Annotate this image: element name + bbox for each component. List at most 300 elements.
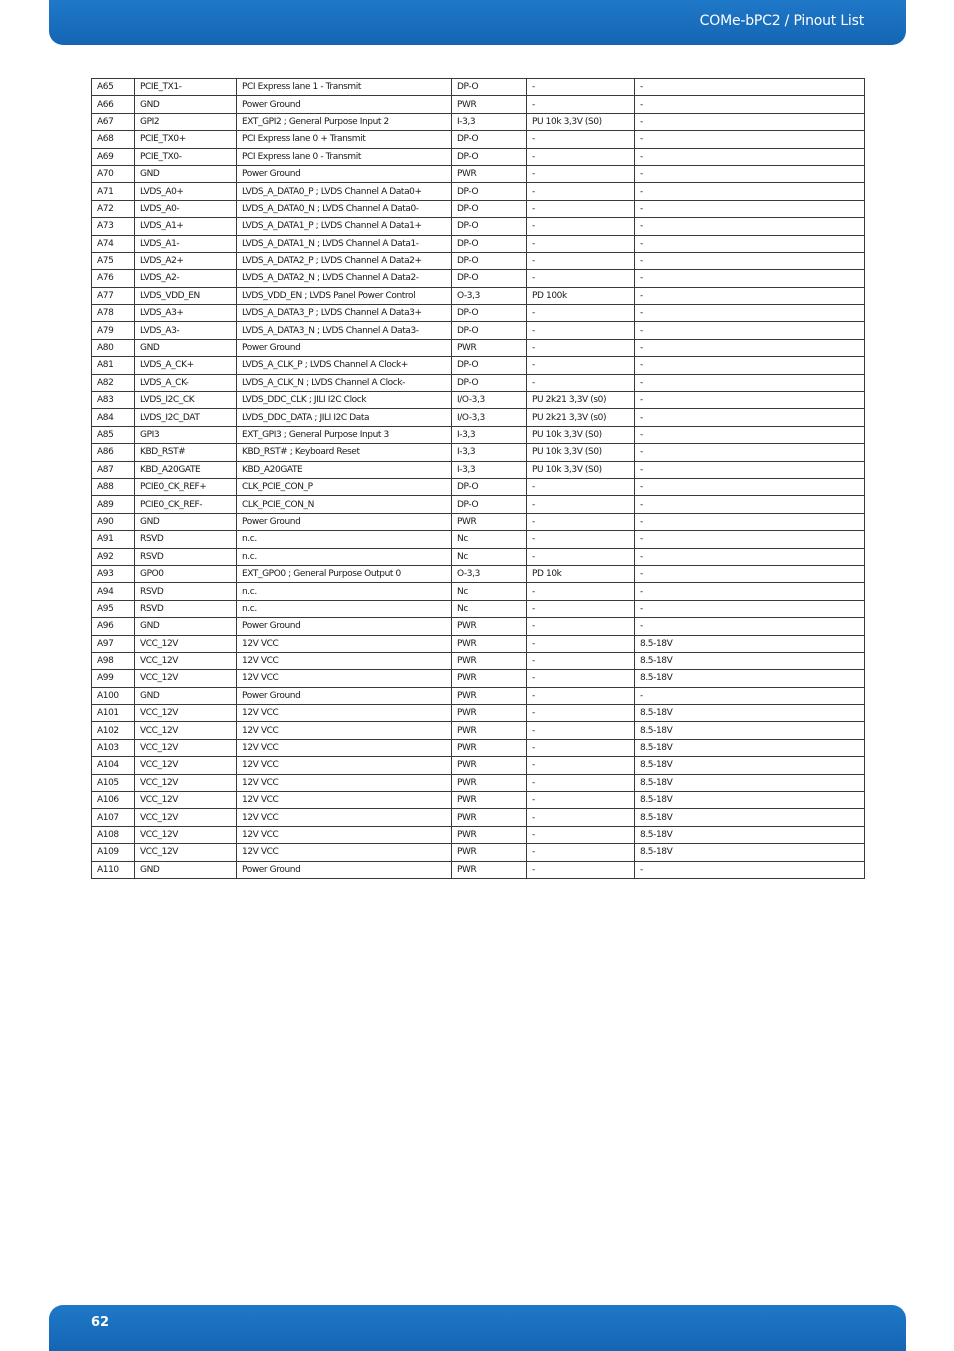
table-row (92, 426, 865, 443)
pin-cell: A88 (92, 478, 135, 495)
pinout-table-body (92, 79, 865, 879)
signal-cell: LVDS_I2C_DAT (135, 409, 237, 426)
table-row (92, 478, 865, 495)
description-cell: EXT_GPI3 ; General Purpose Input 3 (237, 426, 452, 443)
pin-cell: A108 (92, 826, 135, 843)
description-cell: EXT_GPO0 ; General Purpose Output 0 (237, 565, 452, 582)
comment-cell: - (635, 113, 865, 130)
type-cell: DP-O (452, 148, 527, 165)
description-cell: LVDS_DDC_DATA ; JILI I2C Data (237, 409, 452, 426)
table-row (92, 165, 865, 182)
termination-cell: PD 100k (527, 287, 635, 304)
description-cell: EXT_GPI2 ; General Purpose Input 2 (237, 113, 452, 130)
table-row (92, 270, 865, 287)
type-cell: PWR (452, 722, 527, 739)
description-cell: 12V VCC (237, 826, 452, 843)
signal-cell: PCIE0_CK_REF+ (135, 478, 237, 495)
pin-cell: A73 (92, 218, 135, 235)
table-row (92, 183, 865, 200)
termination-cell: - (527, 652, 635, 669)
description-cell: PCI Express lane 1 - Transmit (237, 79, 452, 96)
pin-cell: A79 (92, 322, 135, 339)
comment-cell: - (635, 548, 865, 565)
type-cell: I-3,3 (452, 444, 527, 461)
table-row (92, 722, 865, 739)
table-row (92, 861, 865, 878)
termination-cell: PU 2k21 3,3V (s0) (527, 392, 635, 409)
comment-cell: - (635, 218, 865, 235)
table-row (92, 200, 865, 217)
signal-cell: LVDS_A3+ (135, 305, 237, 322)
comment-cell: - (635, 148, 865, 165)
description-cell: LVDS_A_DATA1_N ; LVDS Channel A Data1- (237, 235, 452, 252)
type-cell: PWR (452, 757, 527, 774)
table-row (92, 409, 865, 426)
pin-cell: A84 (92, 409, 135, 426)
termination-cell: - (527, 305, 635, 322)
type-cell: Nc (452, 583, 527, 600)
termination-cell: - (527, 478, 635, 495)
description-cell: PCI Express lane 0 + Transmit (237, 131, 452, 148)
signal-cell: GPI2 (135, 113, 237, 130)
pin-cell: A96 (92, 618, 135, 635)
signal-cell: GPI3 (135, 426, 237, 443)
type-cell: DP-O (452, 270, 527, 287)
table-row (92, 739, 865, 756)
termination-cell: - (527, 496, 635, 513)
comment-cell: - (635, 131, 865, 148)
comment-cell: - (635, 322, 865, 339)
comment-cell: 8.5-18V (635, 670, 865, 687)
comment-cell: 8.5-18V (635, 635, 865, 652)
type-cell: DP-O (452, 218, 527, 235)
pin-cell: A99 (92, 670, 135, 687)
pin-cell: A106 (92, 792, 135, 809)
description-cell: LVDS_A_DATA3_P ; LVDS Channel A Data3+ (237, 305, 452, 322)
pin-cell: A90 (92, 513, 135, 530)
description-cell: LVDS_VDD_EN ; LVDS Panel Power Control (237, 287, 452, 304)
comment-cell: 8.5-18V (635, 809, 865, 826)
description-cell: Power Ground (237, 96, 452, 113)
pin-cell: A107 (92, 809, 135, 826)
pin-cell: A80 (92, 339, 135, 356)
comment-cell: 8.5-18V (635, 652, 865, 669)
type-cell: DP-O (452, 374, 527, 391)
comment-cell: - (635, 79, 865, 96)
footer-bar (49, 1305, 906, 1351)
description-cell: 12V VCC (237, 844, 452, 861)
signal-cell: RSVD (135, 583, 237, 600)
description-cell: KBD_RST# ; Keyboard Reset (237, 444, 452, 461)
termination-cell: PU 10k 3,3V (S0) (527, 444, 635, 461)
signal-cell: VCC_12V (135, 826, 237, 843)
description-cell: 12V VCC (237, 722, 452, 739)
description-cell: LVDS_A_CLK_P ; LVDS Channel A Clock+ (237, 357, 452, 374)
table-row (92, 148, 865, 165)
type-cell: Nc (452, 600, 527, 617)
pin-cell: A78 (92, 305, 135, 322)
description-cell: Power Ground (237, 165, 452, 182)
pin-cell: A74 (92, 235, 135, 252)
termination-cell: - (527, 513, 635, 530)
signal-cell: RSVD (135, 548, 237, 565)
pin-cell: A75 (92, 252, 135, 269)
signal-cell: VCC_12V (135, 670, 237, 687)
termination-cell: - (527, 757, 635, 774)
pin-cell: A100 (92, 687, 135, 704)
signal-cell: LVDS_A0- (135, 200, 237, 217)
comment-cell: - (635, 618, 865, 635)
pin-cell: A93 (92, 565, 135, 582)
table-row (92, 496, 865, 513)
table-row (92, 322, 865, 339)
signal-cell: GND (135, 513, 237, 530)
pin-cell: A97 (92, 635, 135, 652)
termination-cell: - (527, 339, 635, 356)
pin-cell: A109 (92, 844, 135, 861)
comment-cell: - (635, 444, 865, 461)
type-cell: Nc (452, 531, 527, 548)
signal-cell: PCIE_TX1- (135, 79, 237, 96)
type-cell: I/O-3,3 (452, 409, 527, 426)
description-cell: 12V VCC (237, 757, 452, 774)
description-cell: LVDS_DDC_CLK ; JILI I2C Clock (237, 392, 452, 409)
comment-cell: - (635, 235, 865, 252)
table-row (92, 809, 865, 826)
termination-cell: - (527, 252, 635, 269)
comment-cell: - (635, 861, 865, 878)
type-cell: PWR (452, 844, 527, 861)
type-cell: PWR (452, 339, 527, 356)
signal-cell: LVDS_I2C_CK (135, 392, 237, 409)
signal-cell: KBD_A20GATE (135, 461, 237, 478)
type-cell: DP-O (452, 322, 527, 339)
pin-cell: A67 (92, 113, 135, 130)
signal-cell: VCC_12V (135, 774, 237, 791)
table-row (92, 583, 865, 600)
type-cell: PWR (452, 705, 527, 722)
type-cell: DP-O (452, 183, 527, 200)
table-row (92, 531, 865, 548)
type-cell: PWR (452, 739, 527, 756)
table-row (92, 218, 865, 235)
table-row (92, 235, 865, 252)
termination-cell: - (527, 131, 635, 148)
comment-cell: 8.5-18V (635, 757, 865, 774)
comment-cell: - (635, 531, 865, 548)
pin-cell: A87 (92, 461, 135, 478)
signal-cell: VCC_12V (135, 844, 237, 861)
pin-cell: A72 (92, 200, 135, 217)
table-row (92, 652, 865, 669)
description-cell: 12V VCC (237, 809, 452, 826)
termination-cell: - (527, 809, 635, 826)
type-cell: PWR (452, 513, 527, 530)
termination-cell: - (527, 531, 635, 548)
termination-cell: - (527, 861, 635, 878)
type-cell: PWR (452, 618, 527, 635)
description-cell: n.c. (237, 583, 452, 600)
type-cell: I/O-3,3 (452, 392, 527, 409)
comment-cell: 8.5-18V (635, 792, 865, 809)
table-row (92, 705, 865, 722)
pin-cell: A92 (92, 548, 135, 565)
description-cell: LVDS_A_DATA1_P ; LVDS Channel A Data1+ (237, 218, 452, 235)
description-cell: 12V VCC (237, 774, 452, 791)
pin-cell: A102 (92, 722, 135, 739)
table-row (92, 757, 865, 774)
pin-cell: A103 (92, 739, 135, 756)
signal-cell: GND (135, 96, 237, 113)
description-cell: PCI Express lane 0 - Transmit (237, 148, 452, 165)
table-row (92, 548, 865, 565)
signal-cell: VCC_12V (135, 635, 237, 652)
description-cell: 12V VCC (237, 670, 452, 687)
description-cell: 12V VCC (237, 792, 452, 809)
signal-cell: PCIE_TX0- (135, 148, 237, 165)
description-cell: Power Ground (237, 513, 452, 530)
header-bar (49, 0, 906, 45)
comment-cell: - (635, 600, 865, 617)
comment-cell: - (635, 374, 865, 391)
termination-cell: - (527, 583, 635, 600)
pin-cell: A110 (92, 861, 135, 878)
pin-cell: A101 (92, 705, 135, 722)
signal-cell: LVDS_A1- (135, 235, 237, 252)
signal-cell: LVDS_A_CK+ (135, 357, 237, 374)
table-row (92, 635, 865, 652)
pin-cell: A85 (92, 426, 135, 443)
pin-cell: A91 (92, 531, 135, 548)
table-row (92, 792, 865, 809)
description-cell: LVDS_A_DATA0_N ; LVDS Channel A Data0- (237, 200, 452, 217)
description-cell: CLK_PCIE_CON_P (237, 478, 452, 495)
type-cell: DP-O (452, 235, 527, 252)
table-row (92, 687, 865, 704)
termination-cell: - (527, 148, 635, 165)
table-row (92, 79, 865, 96)
pin-cell: A66 (92, 96, 135, 113)
pin-cell: A94 (92, 583, 135, 600)
termination-cell: - (527, 618, 635, 635)
pin-cell: A76 (92, 270, 135, 287)
signal-cell: VCC_12V (135, 792, 237, 809)
signal-cell: KBD_RST# (135, 444, 237, 461)
termination-cell: PU 10k 3,3V (S0) (527, 461, 635, 478)
description-cell: Power Ground (237, 618, 452, 635)
comment-cell: - (635, 565, 865, 582)
description-cell: LVDS_A_CLK_N ; LVDS Channel A Clock- (237, 374, 452, 391)
comment-cell: - (635, 687, 865, 704)
type-cell: DP-O (452, 496, 527, 513)
type-cell: DP-O (452, 131, 527, 148)
type-cell: PWR (452, 635, 527, 652)
type-cell: PWR (452, 670, 527, 687)
comment-cell: - (635, 165, 865, 182)
description-cell: n.c. (237, 548, 452, 565)
termination-cell: PU 2k21 3,3V (s0) (527, 409, 635, 426)
table-row (92, 113, 865, 130)
description-cell: LVDS_A_DATA0_P ; LVDS Channel A Data0+ (237, 183, 452, 200)
comment-cell: - (635, 183, 865, 200)
description-cell: LVDS_A_DATA2_P ; LVDS Channel A Data2+ (237, 252, 452, 269)
comment-cell: 8.5-18V (635, 739, 865, 756)
pin-cell: A81 (92, 357, 135, 374)
pin-cell: A68 (92, 131, 135, 148)
table-row (92, 252, 865, 269)
pin-cell: A69 (92, 148, 135, 165)
signal-cell: VCC_12V (135, 757, 237, 774)
table-row (92, 618, 865, 635)
description-cell: CLK_PCIE_CON_N (237, 496, 452, 513)
comment-cell: - (635, 339, 865, 356)
type-cell: Nc (452, 548, 527, 565)
signal-cell: LVDS_VDD_EN (135, 287, 237, 304)
pin-cell: A82 (92, 374, 135, 391)
signal-cell: LVDS_A2- (135, 270, 237, 287)
termination-cell: - (527, 218, 635, 235)
type-cell: PWR (452, 809, 527, 826)
termination-cell: - (527, 357, 635, 374)
comment-cell: - (635, 200, 865, 217)
signal-cell: GND (135, 687, 237, 704)
termination-cell: - (527, 235, 635, 252)
type-cell: DP-O (452, 79, 527, 96)
termination-cell: - (527, 322, 635, 339)
pin-cell: A71 (92, 183, 135, 200)
comment-cell: - (635, 357, 865, 374)
signal-cell: PCIE0_CK_REF- (135, 496, 237, 513)
signal-cell: VCC_12V (135, 722, 237, 739)
description-cell: Power Ground (237, 861, 452, 878)
description-cell: 12V VCC (237, 705, 452, 722)
pin-cell: A70 (92, 165, 135, 182)
signal-cell: GND (135, 618, 237, 635)
termination-cell: - (527, 183, 635, 200)
comment-cell: 8.5-18V (635, 826, 865, 843)
termination-cell: - (527, 687, 635, 704)
comment-cell: - (635, 96, 865, 113)
comment-cell: - (635, 305, 865, 322)
table-row (92, 826, 865, 843)
signal-cell: LVDS_A2+ (135, 252, 237, 269)
table-row (92, 844, 865, 861)
termination-cell: - (527, 200, 635, 217)
signal-cell: PCIE_TX0+ (135, 131, 237, 148)
type-cell: PWR (452, 652, 527, 669)
type-cell: PWR (452, 774, 527, 791)
comment-cell: - (635, 496, 865, 513)
table-row (92, 513, 865, 530)
table-row (92, 670, 865, 687)
table-row (92, 339, 865, 356)
termination-cell: - (527, 79, 635, 96)
signal-cell: GND (135, 861, 237, 878)
termination-cell: - (527, 792, 635, 809)
type-cell: O-3,3 (452, 565, 527, 582)
termination-cell: - (527, 635, 635, 652)
comment-cell: - (635, 409, 865, 426)
termination-cell: - (527, 705, 635, 722)
pin-cell: A95 (92, 600, 135, 617)
table-row (92, 461, 865, 478)
comment-cell: - (635, 513, 865, 530)
comment-cell: - (635, 478, 865, 495)
termination-cell: PD 10k (527, 565, 635, 582)
comment-cell: - (635, 270, 865, 287)
pin-cell: A98 (92, 652, 135, 669)
table-row (92, 565, 865, 582)
termination-cell: - (527, 774, 635, 791)
signal-cell: GND (135, 165, 237, 182)
description-cell: Power Ground (237, 687, 452, 704)
type-cell: DP-O (452, 357, 527, 374)
termination-cell: PU 10k 3,3V (S0) (527, 426, 635, 443)
termination-cell: - (527, 600, 635, 617)
signal-cell: LVDS_A_CK- (135, 374, 237, 391)
description-cell: n.c. (237, 531, 452, 548)
pin-cell: A86 (92, 444, 135, 461)
table-row (92, 774, 865, 791)
description-cell: LVDS_A_DATA3_N ; LVDS Channel A Data3- (237, 322, 452, 339)
termination-cell: - (527, 670, 635, 687)
table-row (92, 600, 865, 617)
description-cell: KBD_A20GATE (237, 461, 452, 478)
type-cell: PWR (452, 687, 527, 704)
page-number: 62 (91, 1315, 110, 1330)
pinout-table (91, 78, 865, 879)
termination-cell: - (527, 844, 635, 861)
comment-cell: - (635, 392, 865, 409)
comment-cell: - (635, 252, 865, 269)
termination-cell: - (527, 722, 635, 739)
type-cell: DP-O (452, 478, 527, 495)
signal-cell: VCC_12V (135, 739, 237, 756)
comment-cell: 8.5-18V (635, 705, 865, 722)
table-row (92, 392, 865, 409)
description-cell: n.c. (237, 600, 452, 617)
description-cell: 12V VCC (237, 739, 452, 756)
termination-cell: - (527, 826, 635, 843)
pin-cell: A83 (92, 392, 135, 409)
pin-cell: A65 (92, 79, 135, 96)
comment-cell: 8.5-18V (635, 774, 865, 791)
comment-cell: 8.5-18V (635, 844, 865, 861)
termination-cell: - (527, 548, 635, 565)
comment-cell: - (635, 583, 865, 600)
signal-cell: VCC_12V (135, 652, 237, 669)
table-row (92, 357, 865, 374)
comment-cell: - (635, 461, 865, 478)
signal-cell: RSVD (135, 600, 237, 617)
type-cell: DP-O (452, 252, 527, 269)
table-row (92, 287, 865, 304)
table-row (92, 131, 865, 148)
signal-cell: LVDS_A0+ (135, 183, 237, 200)
termination-cell: - (527, 165, 635, 182)
signal-cell: VCC_12V (135, 809, 237, 826)
type-cell: O-3,3 (452, 287, 527, 304)
termination-cell: - (527, 96, 635, 113)
type-cell: I-3,3 (452, 426, 527, 443)
signal-cell: LVDS_A3- (135, 322, 237, 339)
signal-cell: RSVD (135, 531, 237, 548)
description-cell: 12V VCC (237, 635, 452, 652)
pin-cell: A104 (92, 757, 135, 774)
signal-cell: VCC_12V (135, 705, 237, 722)
type-cell: PWR (452, 165, 527, 182)
type-cell: PWR (452, 96, 527, 113)
